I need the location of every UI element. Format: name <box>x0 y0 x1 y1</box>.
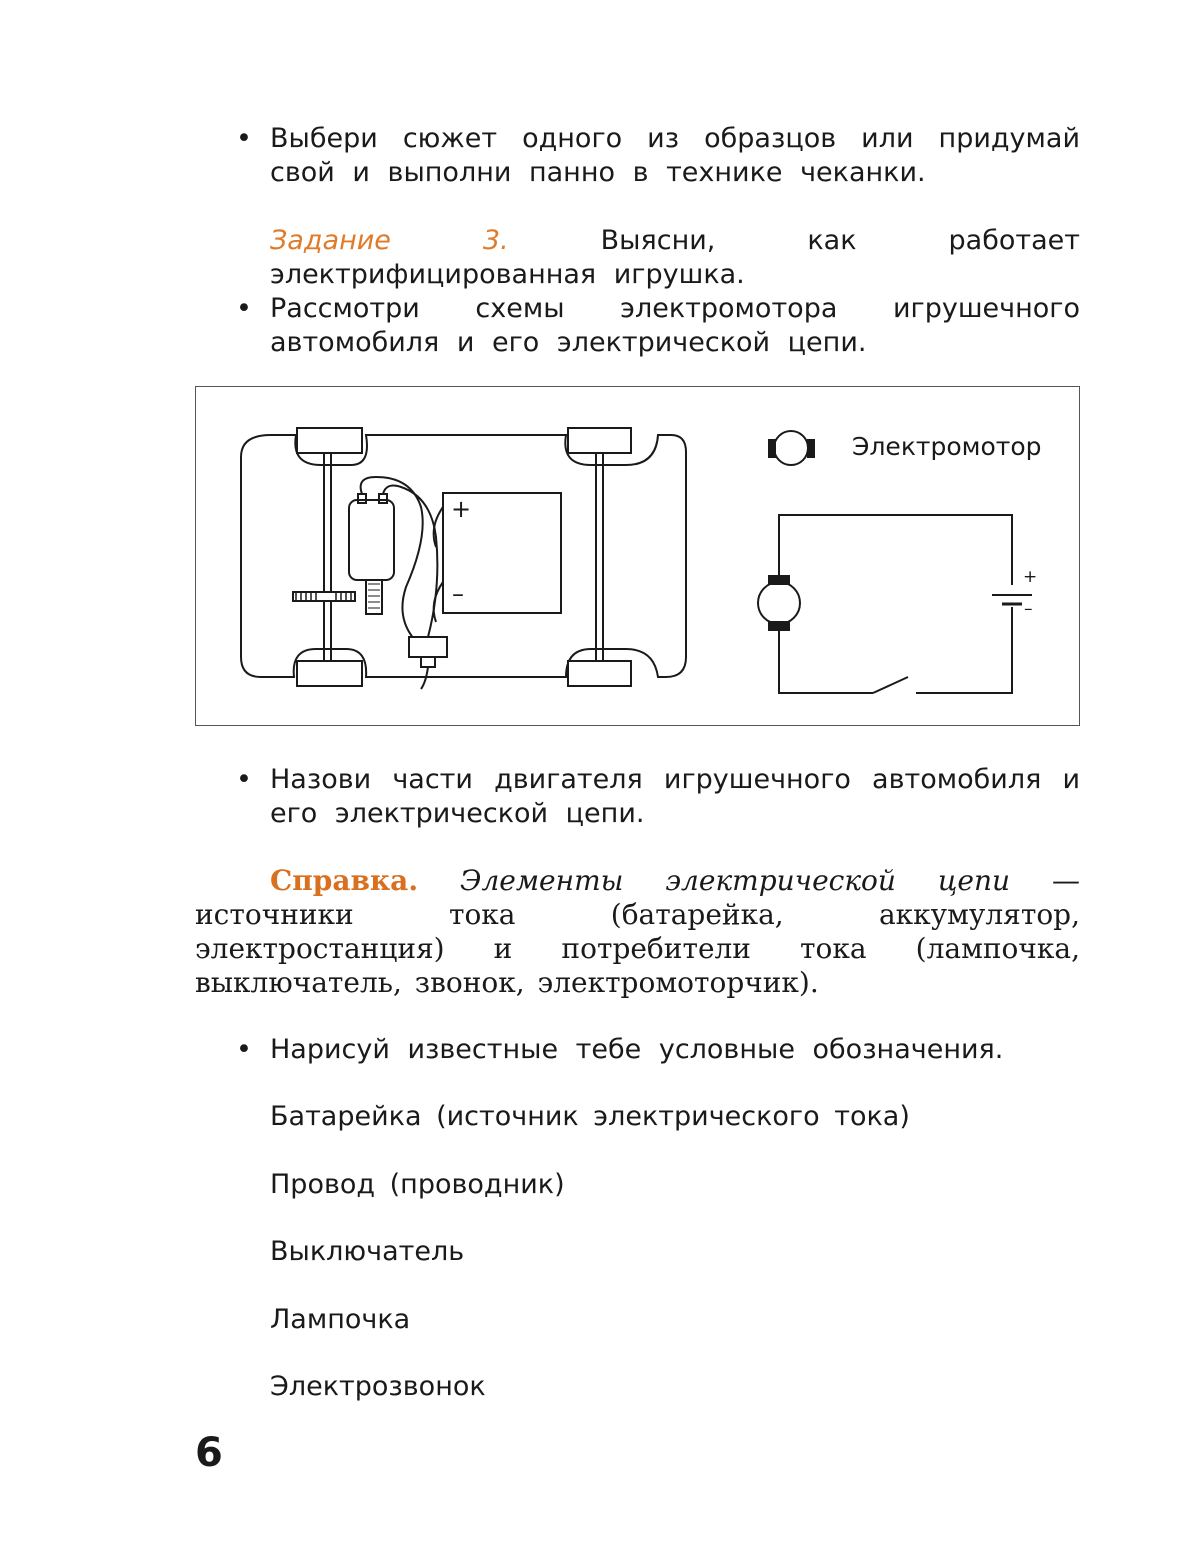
motor-circuit-figure <box>195 386 1080 726</box>
battery-wire-minus <box>434 582 443 622</box>
symbol-wire: Провод (проводник) <box>270 1169 565 1200</box>
switch-knob <box>421 657 435 667</box>
page-number: 6 <box>195 1430 223 1476</box>
wheel-front-left <box>297 428 362 453</box>
task-3-label: Задание 3. <box>270 225 509 256</box>
motor-symbol-brush-right <box>808 440 814 457</box>
circuit-wire-bottom <box>779 623 873 693</box>
reference-label: Справка. <box>270 864 419 897</box>
task-3-paragraph <box>270 224 1080 292</box>
switch-body <box>409 637 447 657</box>
bullet-choose-plot: • Выбери сюжет одного из образцов или придумай свой и выполни панно в технике чеканки. <box>270 122 1080 190</box>
motor-symbol-brush-left <box>769 440 775 457</box>
motor-pinion <box>366 580 382 614</box>
circuit-motor-brush-top <box>769 576 789 584</box>
bullet-name-parts: • Назови части двигателя игрушечного автомобиля и его электрической цепи. <box>270 763 1080 831</box>
reference-paragraph <box>195 864 1080 1000</box>
symbol-lamp: Лампочка <box>270 1304 411 1335</box>
circuit-plus-sign: + <box>1023 567 1038 587</box>
wheel-front-right <box>568 428 631 453</box>
motor-body <box>349 500 394 580</box>
motor-symbol-circle <box>774 431 808 465</box>
reference-text: источники тока (батарейка, аккумулятор, электростанция) и потребители тока (лампочка, выключатель, звонок, электромоторчик). <box>195 898 1080 999</box>
task-3-text: Выясни, как работает электрифицированная игрушка. <box>270 225 1080 290</box>
circuit-wire-right <box>916 607 1012 693</box>
bullet-examine-schemes: • Рассмотри схемы электромотора игрушечного автомобиля и его электрической цепи. <box>270 292 1080 360</box>
motor-label: Электромотор <box>852 432 1042 461</box>
battery-wire-plus <box>434 507 443 547</box>
circuit-motor-circle <box>758 582 800 624</box>
circuit-wire-top <box>779 515 1012 585</box>
bullet-draw-symbols: • Нарисуй известные тебе условные обозначения. <box>270 1033 1080 1067</box>
symbol-switch: Выключатель <box>270 1236 465 1267</box>
wheel-rear-right <box>568 661 631 686</box>
circuit-minus-sign: – <box>1024 599 1033 619</box>
battery-minus-sign: – <box>452 580 464 608</box>
battery-plus-sign: + <box>451 495 472 523</box>
wheel-rear-left <box>297 661 362 686</box>
reference-italic: Элементы электрической цепи — <box>460 864 1080 897</box>
symbol-bell: Электрозвонок <box>270 1371 486 1402</box>
switch-lever <box>873 677 908 693</box>
circuit-motor-brush-bottom <box>769 622 789 630</box>
symbol-battery: Батарейка (источник электрического тока) <box>270 1101 910 1132</box>
